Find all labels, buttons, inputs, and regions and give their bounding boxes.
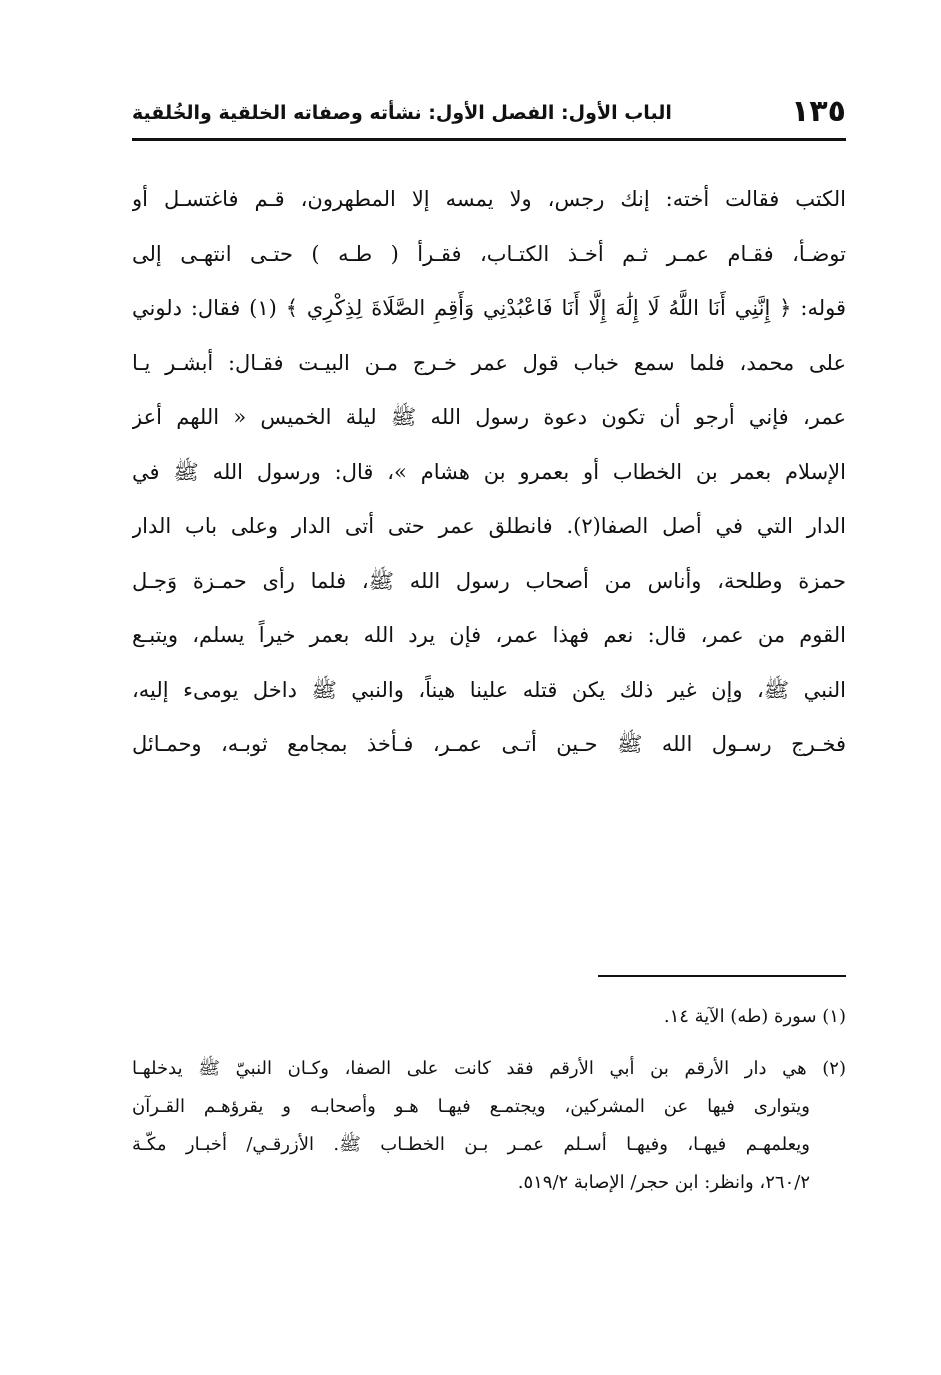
footnote-2-line: ويتوارى فيها عن المشركين، ويجتمـع فيهـا هـو وأصحابـه و يقرؤهـم القـرآن	[132, 1096, 810, 1117]
text-line: فخـرج رسـول الله ﷺ حـين أتـى عمـر، فـأخذ بمجامع ثوبـه، وحمـائل	[132, 732, 846, 756]
footnote-2-line: ٢٦٠/٢، وانظر: ابن حجر/ الإصابة ٥١٩/٢.	[517, 1172, 810, 1193]
footnote-1: (١) سورة (طه) الآية ١٤.	[663, 1006, 846, 1027]
footnote-2-line: ويعلمهـم فيهـا، وفيهـا أسـلم عمـر بـن الخطـاب ﷺ. الأزرقـي/ أخبـار مكّـة	[132, 1134, 810, 1155]
header-rule	[132, 138, 846, 141]
text-line: الدار التي في أصل الصفا(٢). فانطلق عمر حتى أتى الدار وعلى باب الدار	[132, 514, 846, 538]
chapter-title: الباب الأول: الفصل الأول: نشأته وصفاته الخلقية والخُلقية	[132, 102, 672, 124]
footnote-2-line: (٢) هي دار الأرقم بن أبي الأرقم فقد كانت على الصفا، وكـان النبيّ ﷺ يدخلهـا	[132, 1058, 846, 1079]
footnote-separator	[598, 975, 846, 977]
text-line: حمزة وطلحة، وأناس من أصحاب رسول الله ﷺ، فلما رأى حمـزة وَجـل	[132, 568, 846, 593]
footnotes	[132, 998, 846, 1202]
running-header	[132, 92, 846, 136]
page-number: ١٣٥	[791, 94, 846, 129]
text-line: الإسلام بعمر بن الخطاب أو بعمرو بن هشام »، قال: ورسول الله ﷺ في	[132, 459, 846, 484]
text-line: على محمد، فلما سمع خباب قول عمر خـرج مـن البيـت فقـال: أبشـر يـا	[132, 350, 846, 375]
text-line: القوم من عمر، قال: نعم فهذا عمر، فإن يرد الله بعمر خيراً يسلم، ويتبـع	[132, 623, 846, 647]
text-line: توضـأ، فقـام عمـر ثـم أخـذ الكتـاب، فقـرأ ( طـه ) حتـى انتهـى إلى	[132, 241, 846, 266]
main-text	[132, 172, 846, 772]
text-line: النبي ﷺ، وإن غير ذلك يكن قتله علينا هيناً، والنبي ﷺ داخل يومىء إليه،	[132, 677, 846, 702]
text-line: الكتب فقالت أخته: إنك رجس، ولا يمسه إلا المطهرون، قـم فاغتسـل أو	[132, 187, 846, 211]
text-line: قوله: ﴿ إِنَّنِي أَنَا اللَّهُ لَا إِلَٰهَ إِلَّا أَنَا فَاعْبُدْنِي وَأَقِمِ الصَّلَاةَ لِذِكْرِي ﴾ (١) فقال: دلوني	[132, 296, 846, 320]
text-line: عمر، فإني أرجو أن تكون دعوة رسول الله ﷺ ليلة الخميس « اللهم أعز	[132, 405, 846, 429]
